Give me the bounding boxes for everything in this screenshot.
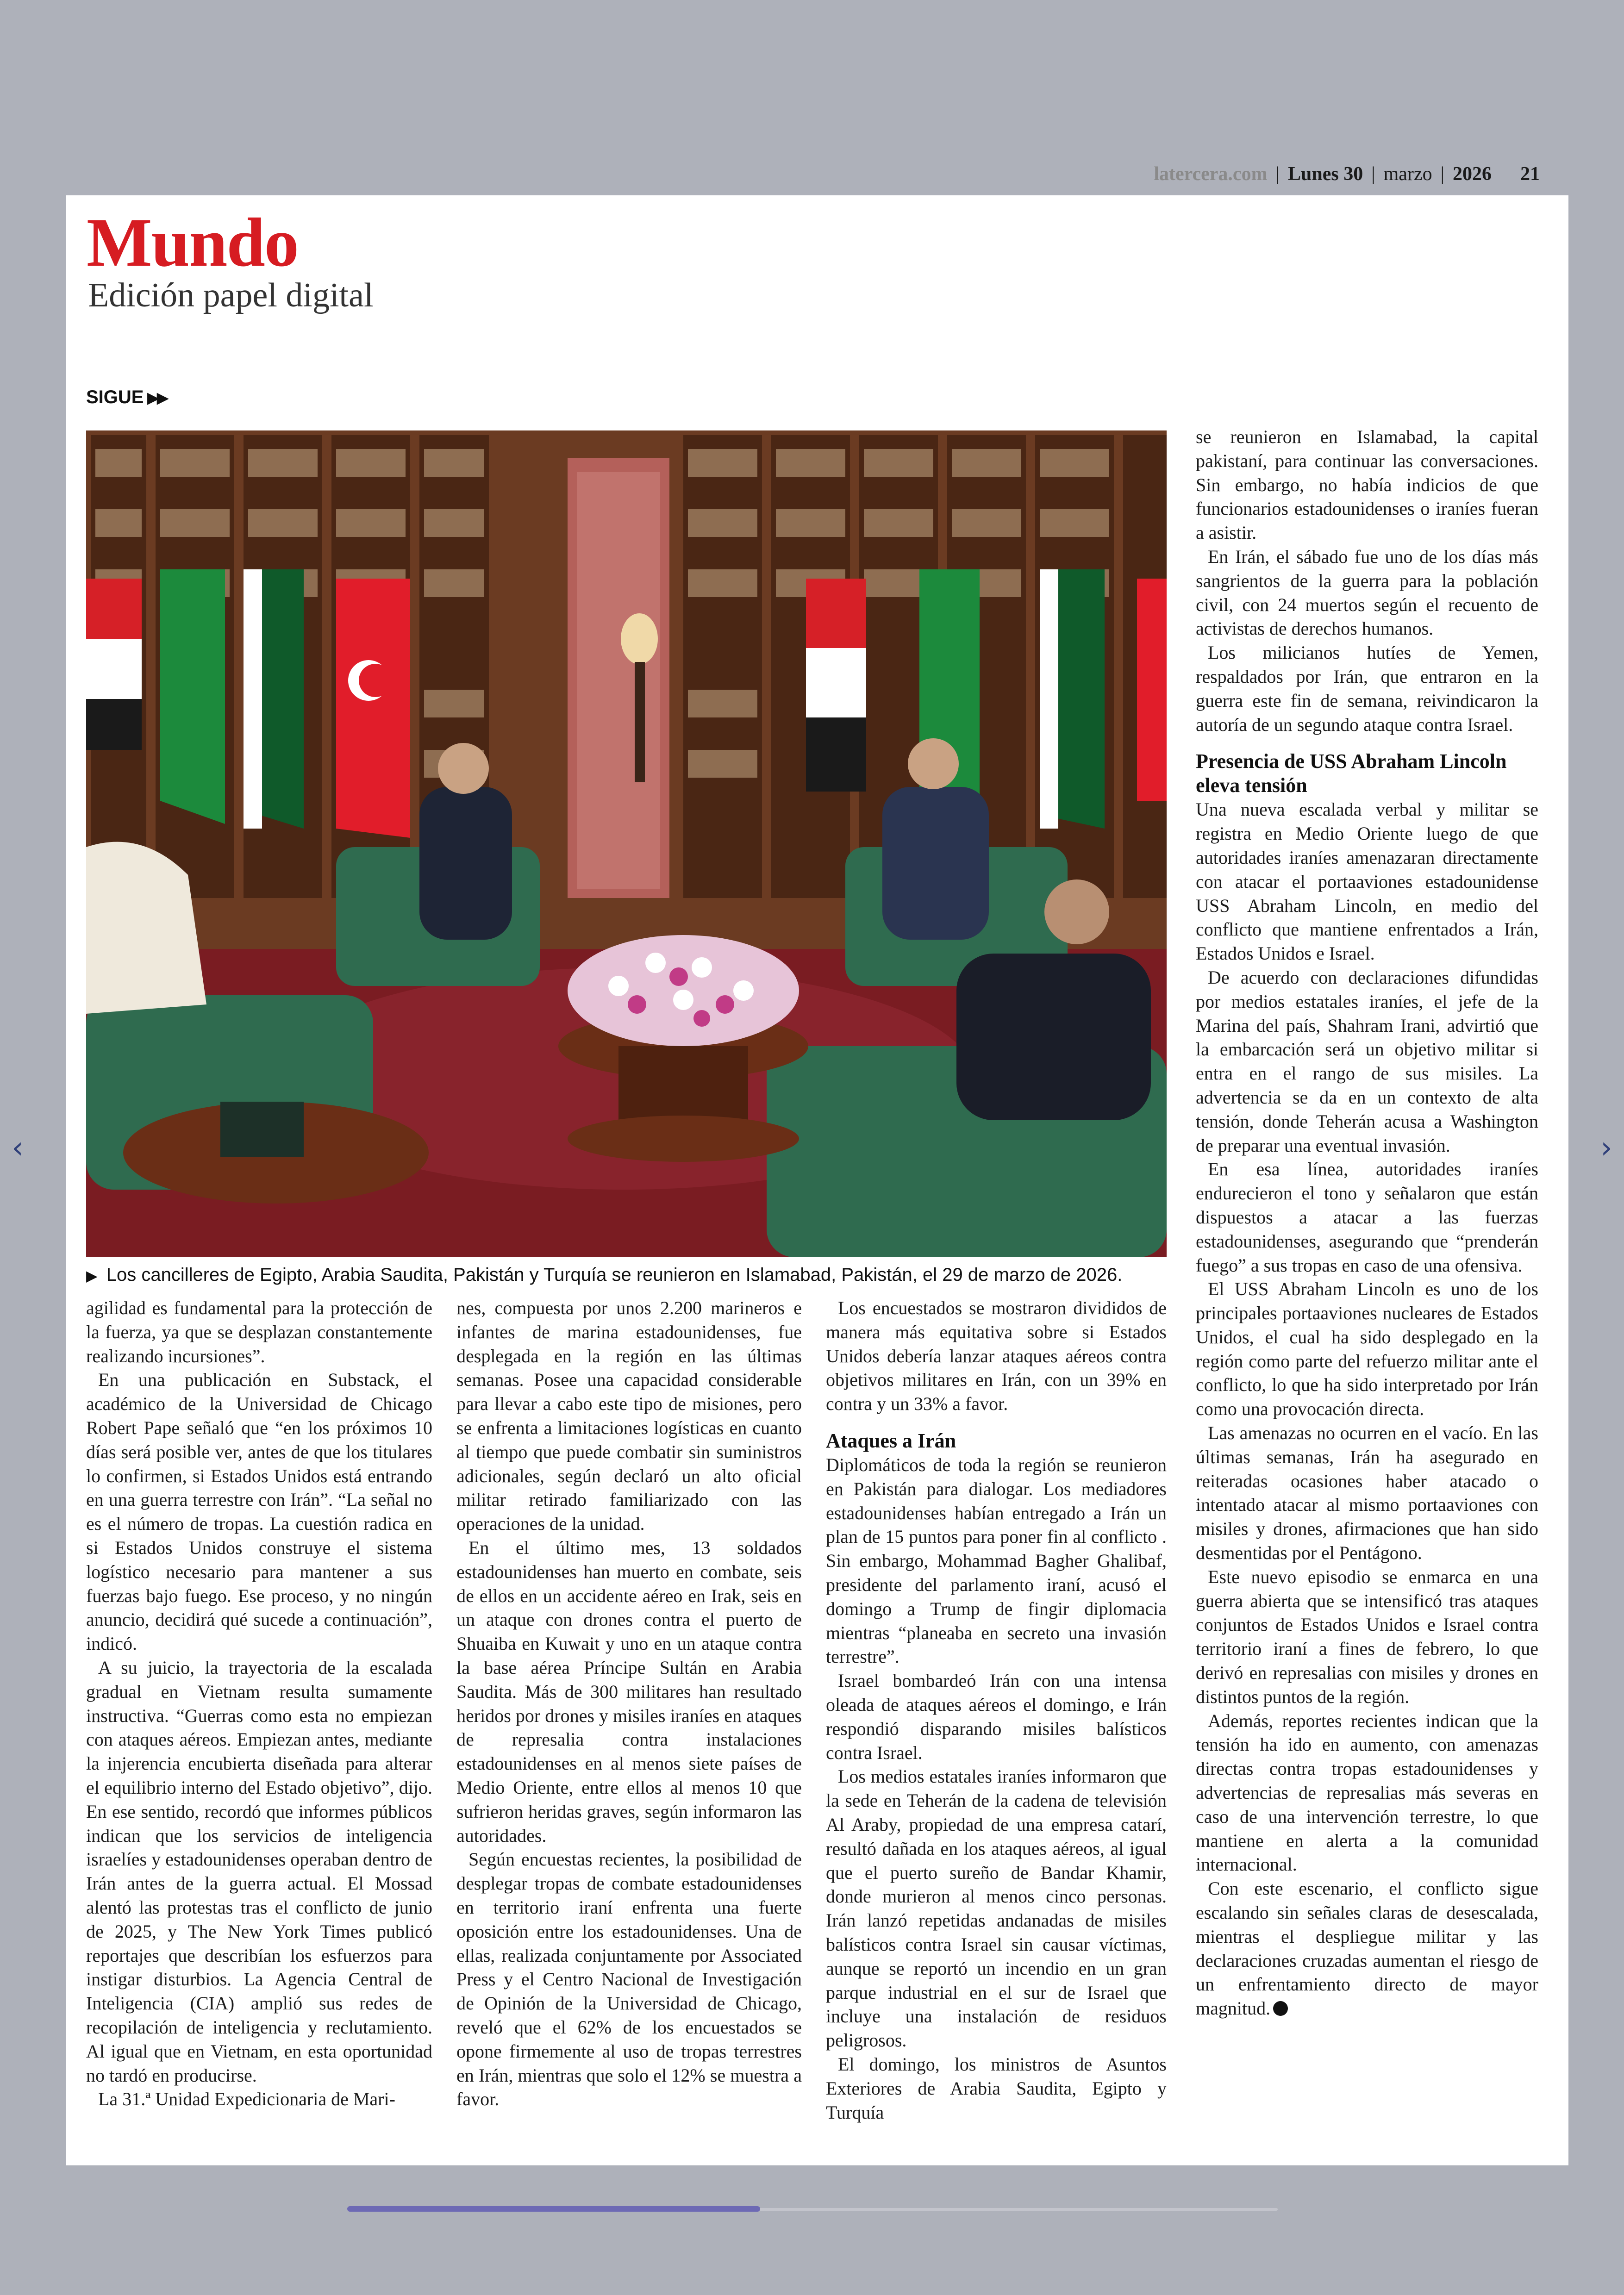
page-scroll-thumb[interactable] <box>347 2206 760 2212</box>
newspaper-page <box>66 195 1568 2165</box>
running-header <box>1154 161 1540 187</box>
article-column-1 <box>86 1296 432 2111</box>
caption-arrow-icon: ▶ <box>86 1267 98 1284</box>
separator: | <box>1275 163 1280 185</box>
paragraph: Una nueva escalada verbal y militar se registra en Medio Oriente luego de que autoridades iraníes amenazaran directamente con atacar el portaaviones estadounidense USS Abraham Lincoln, en medio del conflicto que mantiene enfrentados a Irán, Estados Unidos e Israel. <box>1196 799 1538 964</box>
paragraph: Los encuestados se mostraron divididos de manera más equitativa sobre si Estados Unidos debería lanzar ataques aéreos contra objetivos militares en Irán, con un 39% en contra y un 33% a favor. <box>826 1297 1167 1415</box>
final-paragraph-text: Con este escenario, el conflicto sigue escalando sin señales claras de desescalada, mientras el despliegue militar y las declaraciones cruzadas aumentan el riesgo de un enfrentamiento directo de mayor magnitud. <box>1196 1878 1538 2019</box>
subheading-uss-lincoln: Presencia de USS Abraham Lincoln eleva tensión <box>1196 750 1507 797</box>
end-of-article-icon <box>1273 2001 1288 2016</box>
paragraph: Según encuestas recientes, la posibilidad de desplegar tropas de combate estadounidenses en territorio iraní enfrenta una fuerte oposición entre los estadounidenses. Una de ellas, realizada conjuntamente por Associated Press y el Centro Nacional de Investigación de Opinión de la Universidad de Chicago, reveló que el 62% de los encuestados se opone firmemente al uso de tropas terrestres en Irán, mientras que solo el 12% se muestra a favor. <box>456 1849 802 2110</box>
paragraph: Diplomáticos de toda la región se reunieron en Pakistán para dialogar. Los mediadores estadounidenses habían entregado a Irán un plan de 15 puntos para poner fin al conflicto . Sin embargo, Mohammad Bagher Ghalibaf, presidente del parlamento iraní, acusó el domingo a Trump de fingir diplomacia mientras “planeaba en secreto una invasión terrestre”. <box>826 1454 1167 1667</box>
paragraph: Este nuevo episodio se enmarca en una guerra abierta que se intensificó tras ataques conjuntos de Estados Unidos e Israel contra territorio iraní a fines de febrero, lo que derivó en represalias con misiles y drones en distintos puntos de la región. <box>1196 1566 1538 1707</box>
separator: | <box>1440 163 1444 185</box>
section-subtitle: Edición papel digital <box>88 276 374 314</box>
header-day: Lunes 30 <box>1287 163 1363 185</box>
paragraph: Los milicianos hutíes de Yemen, respaldados por Irán, que entraron en la guerra este fin de semana, reivindicaron la autoría de un segundo ataque contra Israel. <box>1196 642 1538 735</box>
section-title: Mundo <box>87 204 298 281</box>
header-year: 2026 <box>1453 163 1492 185</box>
sigue-text: SIGUE <box>86 387 144 407</box>
paragraph: El domingo, los ministros de Asuntos Exteriores de Arabia Saudita, Egipto y Turquía <box>826 2053 1167 2123</box>
paragraph: Las amenazas no ocurren en el vacío. En las últimas semanas, Irán ha asegurado en reiteradas ocasiones haber atacado o intentado atacar al mismo portaaviones con misiles y drones, afirmaciones que han sido desmentidas por el Pentágono. <box>1196 1422 1538 1564</box>
site-name: latercera.com <box>1154 163 1268 185</box>
article-column-3 <box>826 1296 1167 2124</box>
caption-text: Los cancilleres de Egipto, Arabia Saudita, Pakistán y Turquía se reunieron en Islamabad, Pakistán, el 29 de marzo de 2026. <box>106 1265 1123 1285</box>
paragraph: En una publicación en Substack, el académico de la Universidad de Chicago Robert Pape señaló que “en los próximos 10 días será posible ver, antes de que los titulares lo confirmen, si Estados Unidos está entrando en una guerra terrestre con Irán”. “La señal no es el número de tropas. La cuestión radica en si Estados Unidos construye el sistema logístico necesario para mantener a sus fuerzas bajo fuego. Ese proceso, y no ningún anuncio, decidirá qué sucede a continuación”, indicó. <box>86 1369 432 1654</box>
paragraph: Israel bombardeó Irán con una intensa oleada de ataques aéreos el domingo, e Irán respondió disparando misiles balísticos contra Israel. <box>826 1670 1167 1763</box>
previous-page-button[interactable]: ‹ <box>12 1131 24 1165</box>
sigue-label <box>86 387 167 408</box>
photo-caption <box>86 1263 1169 1287</box>
subheading-ataques: Ataques a Irán <box>826 1429 956 1452</box>
paragraph: A su juicio, la trayectoria de la escalada gradual en Vietnam resulta sumamente instructiva. “Guerras como esta no empiezan con ataques aéreos. Empiezan antes, mediante la injerencia encubierta diseñada para alterar el equilibrio interno del Estado objetivo”, dijo. En ese sentido, recordó que informes públicos indican que los servicios de inteligencia israelíes y estadounidenses operaban dentro de Irán antes de la guerra actual. El Mossad alentó las protestas tras el conflicto de junio de 2025, y The New York Times publicó reportajes que describían los esfuerzos para instigar disturbios. La Agencia Central de Inteligencia (CIA) amplió sus redes de recopilación de inteligencia y reclutamiento. Al igual que en Vietnam, en esta oportunidad no tardó en producirse. <box>86 1657 432 2086</box>
article-photo <box>86 430 1167 1257</box>
article-column-4 <box>1196 425 1538 2021</box>
header-month: marzo <box>1383 163 1432 185</box>
paragraph: En Irán, el sábado fue uno de los días más sangrientos de la guerra para la población civil, con 24 muertos según el recuento de activistas de derechos humanos. <box>1196 546 1538 639</box>
paragraph: En esa línea, autoridades iraníes endurecieron el tono y señalaron que están dispuestos a atacar a las fuerzas estadounidenses, asegurando que “prenderán fuego” a sus tropas en caso de una ofensiva. <box>1196 1159 1538 1276</box>
paragraph: En el último mes, 13 soldados estadounidenses han muerto en combate, seis de ellos en un accidente aéreo en Irak, seis en un ataque con drones contra el puerto de Shuaiba en Kuwait y uno en un ataque contra la base aérea Príncipe Sultán en Arabia Saudita. Más de 300 militares han resultado heridos por drones y misiles iraníes en ataques de represalia contra instalaciones estadounidenses en al menos siete países de Medio Oriente, entre ellos al menos 10 que sufrieron heridas graves, según informaron las autoridades. <box>456 1537 802 1846</box>
paragraph: agilidad es fundamental para la protección de la fuerza, ya que se desplazan constantemente realizando incursiones”. <box>86 1297 432 1366</box>
paragraph: De acuerdo con declaraciones difundidas por medios estatales iraníes, el jefe de la Marina del país, Shahram Irani, advirtió que la embarcación será un objetivo militar si entra en el rango de sus misiles. La advertencia se da en un contexto de alta tensión, donde Teherán acusa a Washington de preparar una eventual invasión. <box>1196 967 1538 1156</box>
paragraph: El USS Abraham Lincoln es uno de los principales portaaviones nucleares de Estados Unidos, el cual ha sido desplegado en la región como parte del refuerzo militar ante el conflicto, lo que ha sido interpretado por Irán como una provocación directa. <box>1196 1278 1538 1420</box>
final-paragraph <box>1196 1877 1538 2021</box>
paragraph: se reunieron en Islamabad, la capital pakistaní, para continuar las conversaciones. Sin embargo, no había indicios de que funcionarios estadounidenses o iraníes fueran a asistir. <box>1196 426 1538 543</box>
paragraph: La 31.ª Unidad Expedicionaria de Mari- <box>98 2089 395 2110</box>
separator: | <box>1371 163 1375 185</box>
paragraph: Además, reportes recientes indican que la tensión ha ido en aumento, con amenazas directas contra tropas estadounidenses y advertencias de represalias más severas en caso de una intervención terrestre, lo que mantiene en alerta a la comunidad internacional. <box>1196 1710 1538 1875</box>
double-arrow-icon: ▶▶ <box>147 389 167 406</box>
page-number: 21 <box>1520 163 1540 185</box>
article-column-2 <box>456 1296 802 2111</box>
next-page-button[interactable]: › <box>1600 1131 1612 1165</box>
photo-illustration <box>86 430 1167 1257</box>
paragraph: nes, compuesta por unos 2.200 marineros e infantes de marina estadounidenses, fue desplegada en la región en las últimas semanas. Posee una capacidad considerable para llevar a cabo este tipo de misiones, pero se enfrenta a limitaciones logísticas en cuanto al tiempo que puede combatir sin suministros adicionales, según declaró un alto oficial militar retirado familiarizado con las operaciones de la unidad. <box>456 1297 802 1534</box>
paragraph: Los medios estatales iraníes informaron que la sede en Teherán de la cadena de televisión Al Araby, propiedad de una empresa catarí, resultó dañada en los ataques aéreos, al igual que el puerto sureño de Bandar Khamir, donde murieron al menos cinco personas. Irán lanzó repetidas andanadas de misiles balísticos contra Israel sin causar víctimas, aunque se reportó un incendio en un gran parque industrial en el sur de Israel que incluye una instalación de residuos peligrosos. <box>826 1766 1167 2051</box>
